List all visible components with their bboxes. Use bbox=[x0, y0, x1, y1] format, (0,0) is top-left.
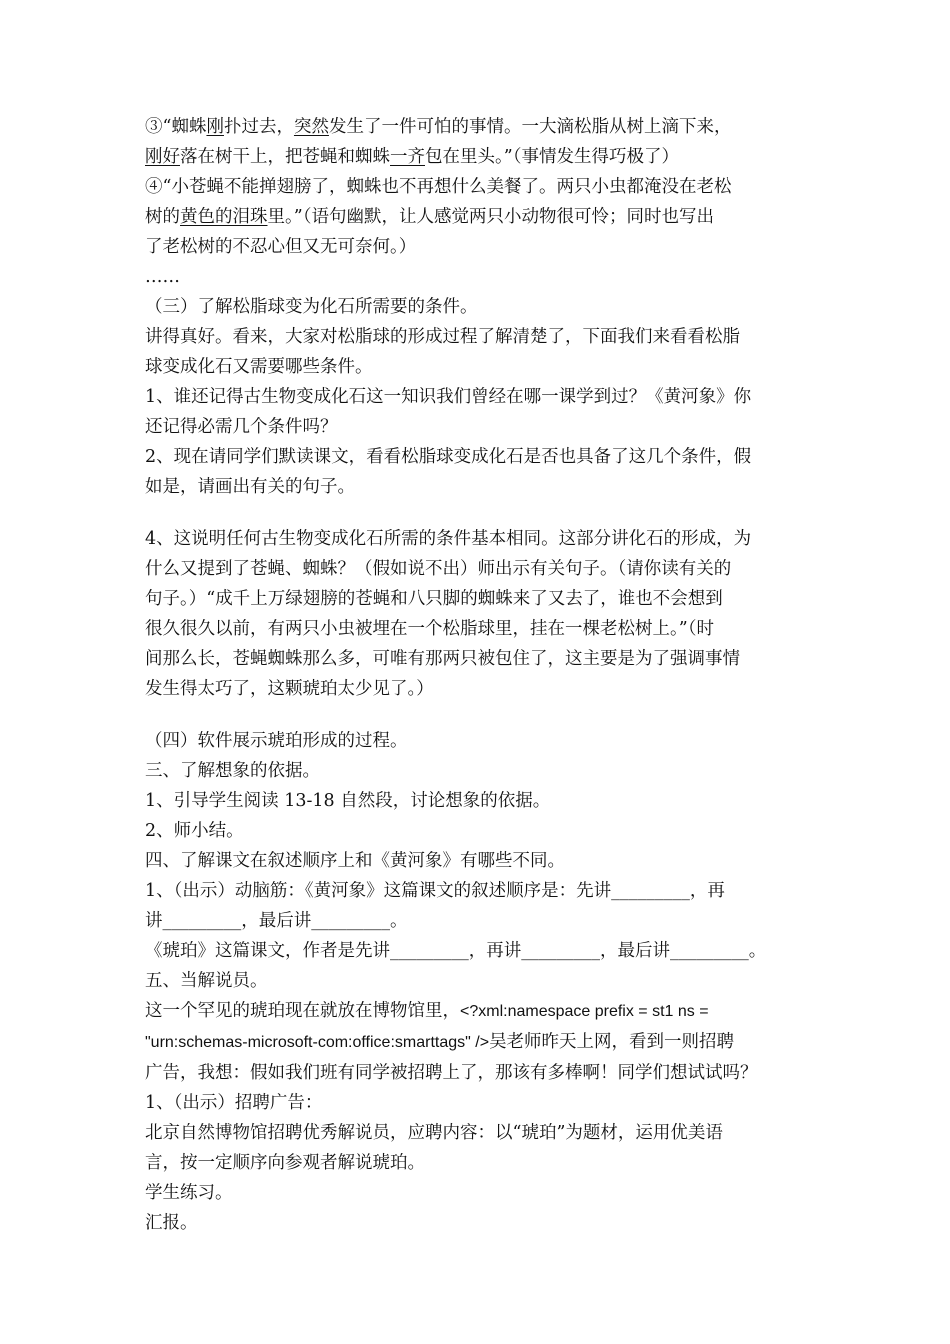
text-line: ④“小苍蝇不能掸翅膀了，蜘蛛也不再想什么美餐了。两只小虫都淹没在老松 bbox=[145, 177, 732, 197]
underlined-text: 突然 bbox=[293, 117, 329, 137]
text-span: ③“蜘蛛 bbox=[145, 117, 207, 137]
text-line: 发生得太巧了，这颗琥珀太少见了。） bbox=[145, 679, 434, 699]
text-line bbox=[145, 202, 825, 232]
text-line: 4、这说明任何古生物变成化石所需的条件基本相同。这部分讲化石的形成，为 bbox=[145, 529, 752, 549]
text-line: 2、师小结。 bbox=[145, 821, 244, 841]
underlined-text: 一齐 bbox=[390, 147, 425, 167]
text-line: 广告，我想：假如我们班有同学被招聘上了，那该有多棒啊！同学们想试试吗？ bbox=[145, 1063, 758, 1083]
paragraph-gap bbox=[145, 704, 825, 726]
text-line: 还记得必需几个条件吗？ bbox=[145, 417, 338, 437]
section-heading: 三、了解想象的依据。 bbox=[145, 761, 320, 781]
text-line: 讲得真好。看来，大家对松脂球的形成过程了解清楚了，下面我们来看看松脂 bbox=[145, 327, 740, 347]
ellipsis-line: …… bbox=[145, 267, 180, 287]
text-span: 落在树干上，把苍蝇和蜘蛛 bbox=[180, 147, 390, 167]
text-span: 扑过去， bbox=[223, 117, 294, 137]
text-line bbox=[145, 996, 825, 1027]
paragraph-gap bbox=[145, 502, 825, 524]
text-span: 里。”（语句幽默，让人感觉两只小动物很可怜；同时也写出 bbox=[267, 207, 714, 227]
underlined-text: 黄色的泪珠 bbox=[180, 207, 268, 227]
text-span: 包在里头。”（事情发生得巧极了） bbox=[425, 147, 679, 167]
text-line: 句子。）“成千上万绿翅膀的苍蝇和八只脚的蜘蛛来了又去了，谁也不会想到 bbox=[145, 589, 723, 609]
text-line: 学生练习。 bbox=[145, 1183, 233, 1203]
text-span: 吴老师昨天上网，看到一则招聘 bbox=[489, 1032, 735, 1052]
section-heading: （四）软件展示琥珀形成的过程。 bbox=[145, 731, 408, 751]
document-body bbox=[145, 112, 825, 1238]
text-line: 1、（出示）动脑筋：《黄河象》这篇课文的叙述顺序是：先讲_________，再 bbox=[145, 881, 725, 901]
text-line bbox=[145, 1027, 825, 1058]
text-span: 发生了一件可怕的事情。一大滴松脂从树上滴下来， bbox=[328, 117, 732, 137]
text-line bbox=[145, 142, 825, 172]
text-line: 《琥珀》这篇课文，作者是先讲_________，再讲_________，最后讲_________。 bbox=[145, 941, 767, 961]
xml-fragment: <?xml:namespace prefix = st1 ns = bbox=[460, 1003, 709, 1020]
text-line: 2、现在请同学们默读课文，看看松脂球变成化石是否也具备了这几个条件，假 bbox=[145, 447, 752, 467]
underlined-text: 刚好 bbox=[145, 147, 180, 167]
text-line bbox=[145, 112, 825, 142]
text-line: 言，按一定顺序向参观者解说琥珀。 bbox=[145, 1153, 425, 1173]
underlined-text: 刚 bbox=[206, 117, 224, 137]
text-line: 1、引导学生阅读 13-18 自然段，讨论想象的依据。 bbox=[145, 791, 551, 811]
text-line: 1、谁还记得古生物变成化石这一知识我们曾经在哪一课学到过？《黄河象》你 bbox=[145, 387, 752, 407]
text-line: 讲_________，最后讲_________。 bbox=[145, 911, 408, 931]
section-heading: （三）了解松脂球变为化石所需要的条件。 bbox=[145, 297, 478, 317]
text-line: 间那么长，苍蝇蜘蛛那么多，可唯有那两只被包住了，这主要是为了强调事情 bbox=[145, 649, 740, 669]
text-line: 1、（出示）招聘广告： bbox=[145, 1093, 323, 1113]
text-span: 这一个罕见的琥珀现在就放在博物馆里， bbox=[145, 1001, 460, 1021]
text-line: 北京自然博物馆招聘优秀解说员，应聘内容：以“琥珀”为题材，运用优美语 bbox=[145, 1123, 723, 1143]
text-line: 汇报。 bbox=[145, 1213, 198, 1233]
text-span: 树的 bbox=[145, 207, 180, 227]
text-line: 球变成化石又需要哪些条件。 bbox=[145, 357, 373, 377]
text-line: 了老松树的不忍心但又无可奈何。） bbox=[145, 237, 417, 257]
text-line: 很久很久以前，有两只小虫被埋在一个松脂球里，挂在一棵老松树上。”（时 bbox=[145, 619, 714, 639]
xml-fragment: "urn:schemas-microsoft-com:office:smarttags" /> bbox=[145, 1034, 490, 1051]
text-line: 如是，请画出有关的句子。 bbox=[145, 477, 355, 497]
section-heading: 四、了解课文在叙述顺序上和《黄河象》有哪些不同。 bbox=[145, 851, 565, 871]
text-line: 什么又提到了苍蝇、蜘蛛？（假如说不出）师出示有关句子。（请你读有关的 bbox=[145, 559, 732, 579]
section-heading: 五、当解说员。 bbox=[145, 971, 268, 991]
